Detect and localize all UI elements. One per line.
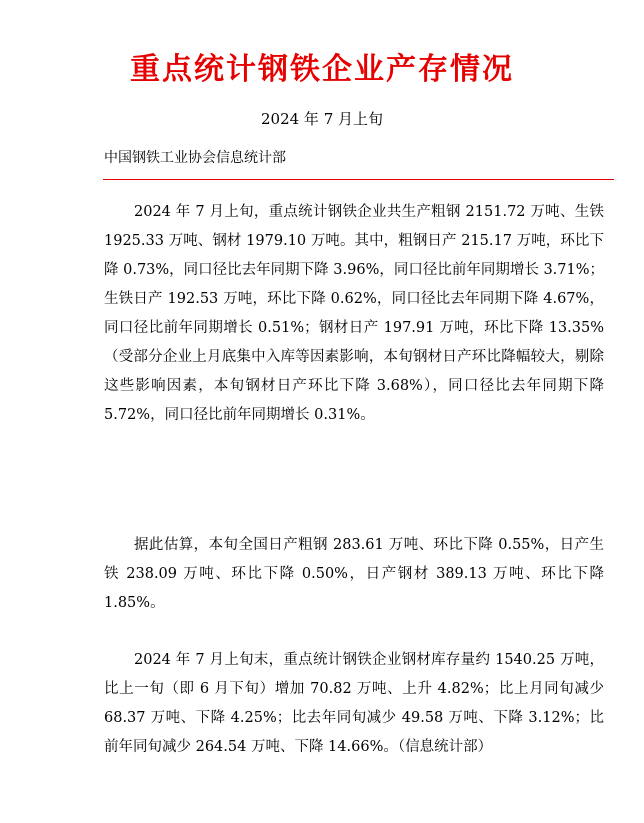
paragraph-production: 2024 年 7 月上旬，重点统计钢铁企业共生产粗钢 2151.72 万吨、生铁 1925.33 万吨、钢材 1979.10 万吨。其中，粗钢日产 215.17 万吨，环比下降 0.73%，同口径比去年同期下降 3.96%，同口径比前年同期增长 3.71%；生铁日产 192.53 万吨，环比下降 0.62%，同口径比去年同期下降 4.67%，同口径比前年同期增长 0.51%；钢材日产 197.91 万吨，环比下降 13.35%（受部分企业上月底集中入库等因素影响，本旬钢材日产环比降幅较大，剔除这些影响因素，本旬钢材日产环比下降 3.68%），同口径比去年同期下降 5.72%，同口径比前年同期增长 0.31%。 [104, 204, 605, 423]
department-name: 中国钢铁工业协会信息统计部 [104, 150, 286, 166]
header-divider [103, 179, 614, 180]
paragraph-national-estimate: 据此估算，本旬全国日产粗钢 283.61 万吨、环比下降 0.55%，日产生铁 238.09 万吨、环比下降 0.50%，日产钢材 389.13 万吨、环比下降 1.85%。 [104, 537, 604, 611]
paragraph-inventory: 2024 年 7 月上旬末，重点统计钢铁企业钢材库存量约 1540.25 万吨，比上一旬（即 6 月下旬）增加 70.82 万吨、上升 4.82%；比上月同旬减少 68.37 万吨、下降 4.25%；比去年同旬减少 49.58 万吨、下降 3.12%；比前年同旬减少 264.54 万吨、下降 14.66%。（信息统计部） [104, 652, 604, 755]
document-title: 重点统计钢铁企业产存情况 [130, 52, 514, 87]
report-date: 2024 年 7 月上旬 [260, 110, 384, 128]
